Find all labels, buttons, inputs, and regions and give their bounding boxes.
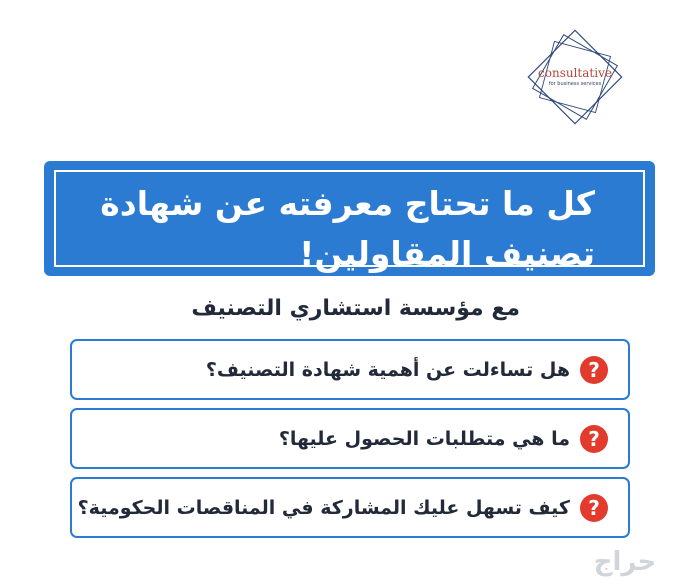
logo-name: consultative (538, 66, 612, 80)
consultative-logo (520, 22, 630, 132)
question-card (70, 339, 630, 400)
question-icon: ? (580, 425, 608, 453)
haraj-watermark: حراج (593, 547, 657, 577)
question-text: هل تساءلت عن أهمية شهادة التصنيف؟ (205, 359, 570, 381)
question-card (70, 408, 630, 469)
banner-title: كل ما تحتاج معرفته عن شهادة تصنيف المقاولين! (100, 184, 595, 273)
question-icon: ? (580, 494, 608, 522)
question-icon: ? (580, 356, 608, 384)
logo-tagline: for business services (548, 81, 602, 87)
question-text: كيف تسهل عليك المشاركة في المناقصات الحكومية؟ (77, 497, 570, 519)
question-card (70, 477, 630, 538)
question-text: ما هي متطلبات الحصول عليها؟ (278, 428, 570, 450)
headline-banner (44, 161, 655, 276)
subheading: مع مؤسسة استشاري التصنيف (191, 296, 520, 321)
